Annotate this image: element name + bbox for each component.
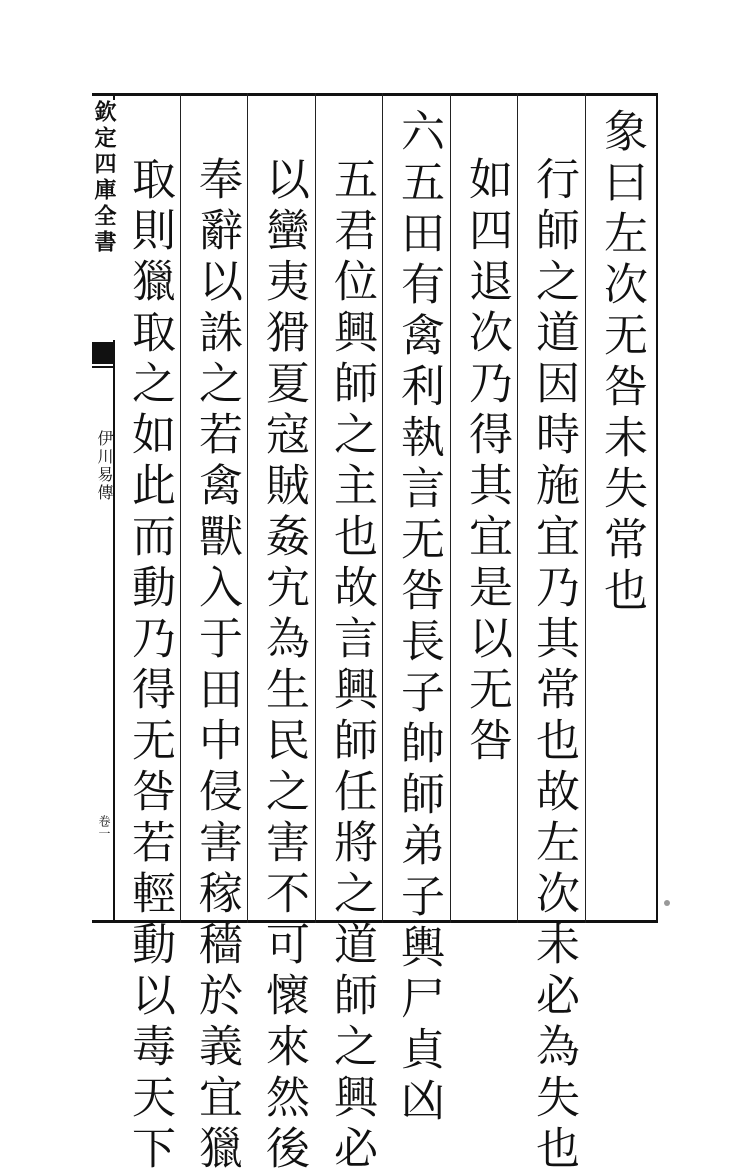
text-column-8: 取則獵取之如此而動乃得无咎若輕動以毒天下 — [124, 156, 175, 1176]
text-column-2: 行師之道因時施宜乃其常也故左次未必為失也 — [528, 156, 579, 1176]
margin-page-label: 卷一 — [97, 815, 111, 839]
column-divider — [247, 93, 248, 923]
column-divider — [585, 93, 586, 923]
column-divider — [315, 93, 316, 923]
margin-title: 欽定四庫全書 — [92, 100, 115, 340]
text-column-6: 以蠻夷猾夏寇賊姦宄為生民之害不可懷來然後 — [258, 156, 309, 1176]
text-column-5: 五君位興師之主也故言興師任將之道師之興必 — [326, 156, 377, 1176]
text-column-4: 六五田有禽利執言无咎長子帥師弟子輿尸貞凶 — [393, 108, 444, 1128]
column-divider — [517, 93, 518, 923]
fish-tail-line — [92, 366, 115, 368]
text-column-3: 如四退次乃得其宜是以无咎 — [461, 156, 512, 768]
margin-book-title: 伊川易傳 — [95, 430, 114, 502]
scan-speck — [664, 900, 670, 906]
column-divider — [382, 93, 383, 923]
column-divider — [450, 93, 451, 923]
text-column-7: 奉辭以誅之若禽獸入于田中侵害稼穡於義宜獵 — [191, 156, 242, 1176]
column-divider — [180, 93, 181, 923]
text-column-1: 象曰左次无咎未失常也 — [596, 108, 647, 618]
fish-tail-ornament — [92, 342, 115, 364]
